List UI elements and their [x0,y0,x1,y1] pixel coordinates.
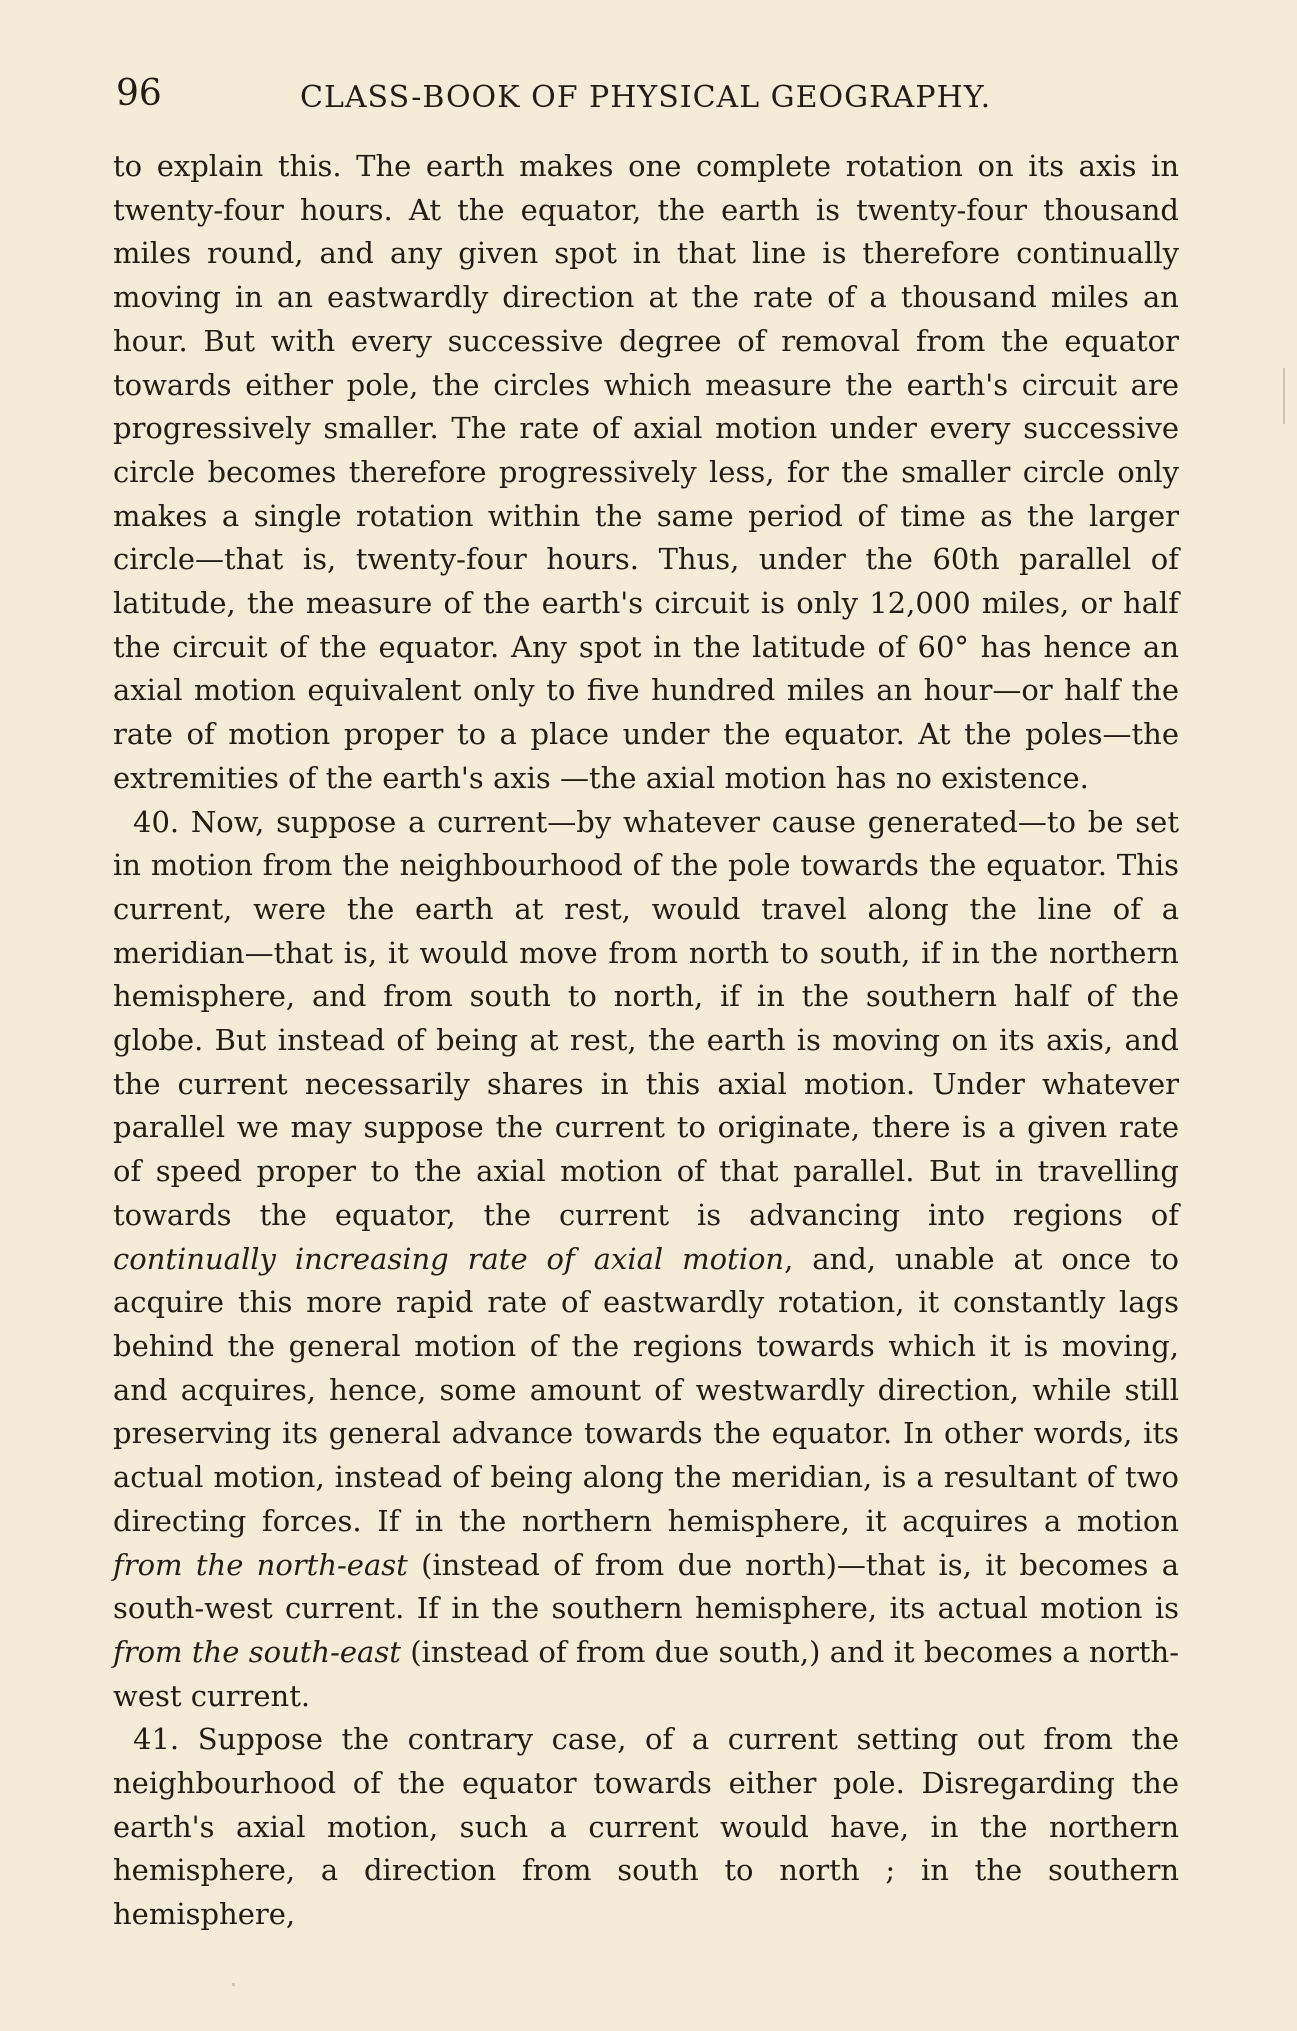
running-head [112,68,1190,120]
paragraph-40-text-3: (instead of from due north)—that is, it becomes a south-west current. If in the southern hemisphere, its actual motion is [113,1547,1179,1626]
paragraph-41: 41. Suppose the contrary case, of a current setting out from the neighbourhood of the equator towards either pole. Disregarding the earth's axial motion, such a current would have, in the northern hemisphere, a direction from south to north ; in the southern hemisphere, [113,1722,1179,1932]
italic-phrase-south-east: from the south-east [113,1634,401,1669]
italic-phrase-axial-motion: continually increasing rate of axial motion [113,1241,785,1276]
paper-speck [1283,368,1285,424]
paragraph-40 [113,801,1179,1719]
paper-speck [232,1983,235,1986]
paragraph-40-text-4: (instead of from due south,) and it becomes a north-west current. [113,1634,1179,1713]
book-title: CLASS-BOOK OF PHYSICAL GEOGRAPHY. [300,80,992,115]
body-text [113,145,1179,1937]
page-number: 96 [116,73,162,114]
paragraph-continuation: to explain this. The earth makes one complete rotation on its axis in twenty-four hours. At the equator, the earth is twenty-four thousand miles round, and any given spot in that line is therefore continually moving in an eastwardly direction at the rate of a thousand miles an hour. But with every successive degree of removal from the equator towards either pole, the circles which measure the earth's circuit are progressively smaller. The rate of axial motion under every successive circle becomes therefore progressively less, for the smaller circle only makes a single rotation within the same period of time as the larger circle—that is, twenty-four hours. Thus, under the 60th parallel of latitude, the measure of the earth's circuit is only 12,000 miles, or half the circuit of the equator. Any spot in the latitude of 60° has hence an axial motion equivalent only to five hundred miles an hour—or half the rate of motion proper to a place under the equator. At the poles—the extremities of the earth's axis —the axial motion has no existence. [113,149,1179,795]
paragraph-40-text-1: 40. Now, suppose a current—by whatever cause generated—to be set in motion from the neighbourhood of the pole towards the equator. This current, were the earth at rest, would travel along the line of a meridian—that is, it would move from north to south, if in the northern hemisphere, and from south to north, if in the southern half of the globe. But instead of being at rest, the earth is moving on its axis, and the current necessarily shares in this axial motion. Under whatever parallel we may suppose the current to originate, there is a given rate of speed proper to the axial motion of that parallel. But in travelling towards the equator, the current is advancing into regions of [113,804,1179,1232]
paragraph-40-text-2: , and, unable at once to acquire this more rapid rate of eastwardly rotation, it constantly lags behind the general motion of the regions towards which it is moving, and acquires, hence, some amount of westwardly direction, while still preserving its general advance towards the equator. In other words, its actual motion, instead of being along the meridian, is a resultant of two directing forces. If in the northern hemisphere, it acquires a motion [113,1241,1179,1538]
italic-phrase-north-east: from the north-east [113,1547,408,1582]
